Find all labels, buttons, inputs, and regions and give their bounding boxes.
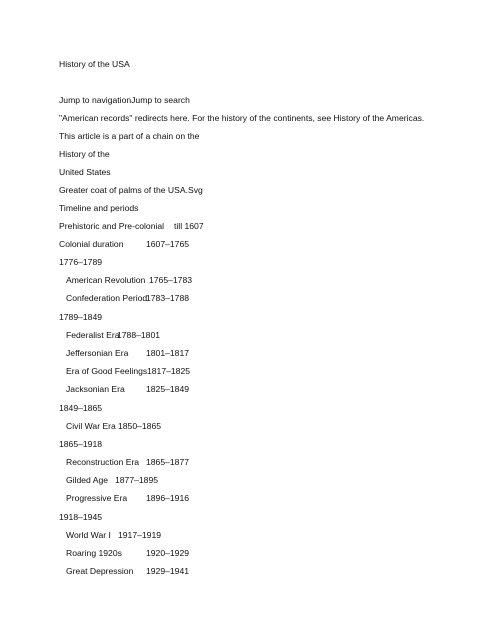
period-date: 1896–1916 <box>146 493 190 503</box>
era-range-1865-1918[interactable]: 1865–1918 <box>59 439 103 449</box>
redirect-hatnote: "American records" redirects here. For the history of the continents, see History of the Americas. <box>59 113 425 123</box>
era-range-1918-1945[interactable]: 1918–1945 <box>59 512 103 522</box>
period-label[interactable]: Progressive Era <box>66 493 128 503</box>
period-label[interactable]: Jeffersonian Era <box>66 348 129 358</box>
timeline-heading: Timeline and periods <box>59 203 139 213</box>
period-date: 1850–1865 <box>118 421 162 431</box>
coat-of-arms-caption[interactable]: Greater coat of palms of the USA.Svg <box>59 185 203 195</box>
era-range-1849-1865[interactable]: 1849–1865 <box>59 403 103 413</box>
period-date: 1917–1919 <box>118 530 162 540</box>
series-title-line-1: History of the <box>59 149 110 159</box>
period-date: till 1607 <box>174 221 204 231</box>
era-range-1776-1789[interactable]: 1776–1789 <box>59 257 103 267</box>
period-date: 1788–1801 <box>117 330 161 340</box>
period-label[interactable]: Civil War Era <box>66 421 116 431</box>
period-date: 1825–1849 <box>146 384 190 394</box>
period-label[interactable]: Roaring 1920s <box>66 548 122 558</box>
period-label[interactable]: Prehistoric and Pre-colonial <box>59 221 165 231</box>
period-label[interactable]: Jacksonian Era <box>66 384 125 394</box>
period-date: 1607–1765 <box>146 239 190 249</box>
period-date: 1783–1788 <box>146 293 190 303</box>
period-date: 1817–1825 <box>147 366 191 376</box>
period-label[interactable]: American Revolution <box>66 275 146 285</box>
period-date: 1801–1817 <box>146 348 190 358</box>
period-date: 1765–1783 <box>149 275 193 285</box>
period-date: 1865–1877 <box>146 457 190 467</box>
page-title: History of the USA <box>59 59 130 69</box>
series-intro: This article is a part of a chain on the <box>59 131 200 141</box>
period-label[interactable]: Great Depression <box>66 566 134 576</box>
period-label[interactable]: Era of Good Feelings <box>66 366 148 376</box>
period-date: 1877–1895 <box>115 475 159 485</box>
period-label[interactable]: World War I <box>66 530 111 540</box>
period-label[interactable]: Federalist Era <box>66 330 120 340</box>
period-label[interactable]: Reconstruction Era <box>66 457 140 467</box>
period-date: 1920–1929 <box>146 548 190 558</box>
period-date: 1929–1941 <box>146 566 190 576</box>
jump-links[interactable]: Jump to navigationJump to search <box>59 95 190 105</box>
period-label[interactable]: Gilded Age <box>66 475 109 485</box>
series-title-line-2: United States <box>59 167 111 177</box>
era-range-1789-1849[interactable]: 1789–1849 <box>59 312 103 322</box>
period-label[interactable]: Confederation Period <box>66 293 148 303</box>
period-label[interactable]: Colonial duration <box>59 239 124 249</box>
